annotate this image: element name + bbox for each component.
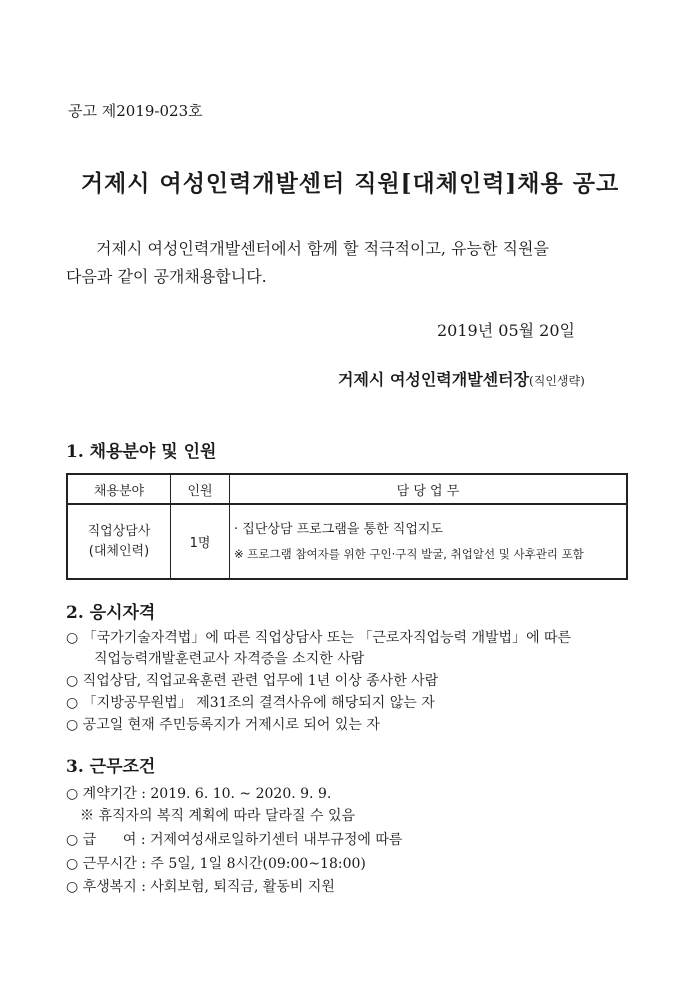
recruitment-table [66, 473, 628, 580]
condition-item: ○ 후생복지 : 사회보험, 퇴직금, 활동비 지원 [66, 879, 335, 895]
qualification-item: ○ 공고일 현재 주민등록지가 거제시로 되어 있는 자 [66, 717, 380, 733]
cell-field [67, 504, 171, 579]
header-count: 인원 [171, 474, 230, 504]
seal-note: (직인생략) [529, 374, 585, 388]
intro-line-1: 거제시 여성인력개발센터에서 함께 할 적극적이고, 유능한 직원을 [96, 239, 549, 258]
qualification-item: ○ 직업상담, 직업교육훈련 관련 업무에 1년 이상 종사한 사람 [66, 673, 439, 689]
field-name: 직업상담사 [87, 523, 151, 539]
qualification-item: ○ 「국가기술자격법」에 따른 직업상담사 또는 「근로자직업능력 개발법」에 따른 [66, 630, 572, 646]
cell-count: 1명 [171, 504, 230, 579]
condition-item: ○ 계약기간 : 2019. 6. 10. ~ 2020. 9. 9. [66, 786, 332, 802]
notice-date: 2019년 05월 20일 [437, 321, 575, 340]
condition-item: ○ 근무시간 : 주 5일, 1일 8시간(09:00~18:00) [66, 856, 366, 872]
condition-item: ○ 급 여 : 거제여성새로일하기센터 내부규정에 따름 [66, 832, 403, 848]
condition-note: ※ 휴직자의 복직 계획에 따라 달라질 수 있음 [80, 808, 356, 824]
section-2-heading: 2. 응시자격 [66, 603, 156, 623]
qualification-item-continuation: 직업능력개발훈련교사 자격증을 소지한 사람 [94, 651, 365, 667]
header-duties: 담 당 업 무 [230, 474, 628, 504]
cell-duties [230, 504, 628, 579]
intro-line-2: 다음과 같이 공개채용합니다. [66, 267, 267, 286]
field-note: (대체인력) [88, 543, 150, 559]
duty-note: ※ 프로그램 참여자를 위한 구인·구직 발굴, 취업알선 및 사후관리 포함 [234, 546, 584, 561]
header-field: 채용분야 [67, 474, 171, 504]
section-1-heading: 1. 채용분야 및 인원 [66, 442, 217, 462]
issuer-name: 거제시 여성인력개발센터장 [338, 370, 530, 389]
notice-number: 공고 제2019-023호 [68, 102, 203, 120]
page-title: 거제시 여성인력개발센터 직원[대체인력]채용 공고 [80, 170, 620, 197]
table-header-row [67, 474, 627, 504]
issuer [338, 367, 585, 390]
duty-main: · 집단상담 프로그램을 통한 직업지도 [234, 521, 444, 537]
table-row [67, 504, 627, 579]
qualification-item: ○ 「지방공무원법」 제31조의 결격사유에 해당되지 않는 자 [66, 695, 435, 711]
section-3-heading: 3. 근무조건 [66, 757, 156, 777]
